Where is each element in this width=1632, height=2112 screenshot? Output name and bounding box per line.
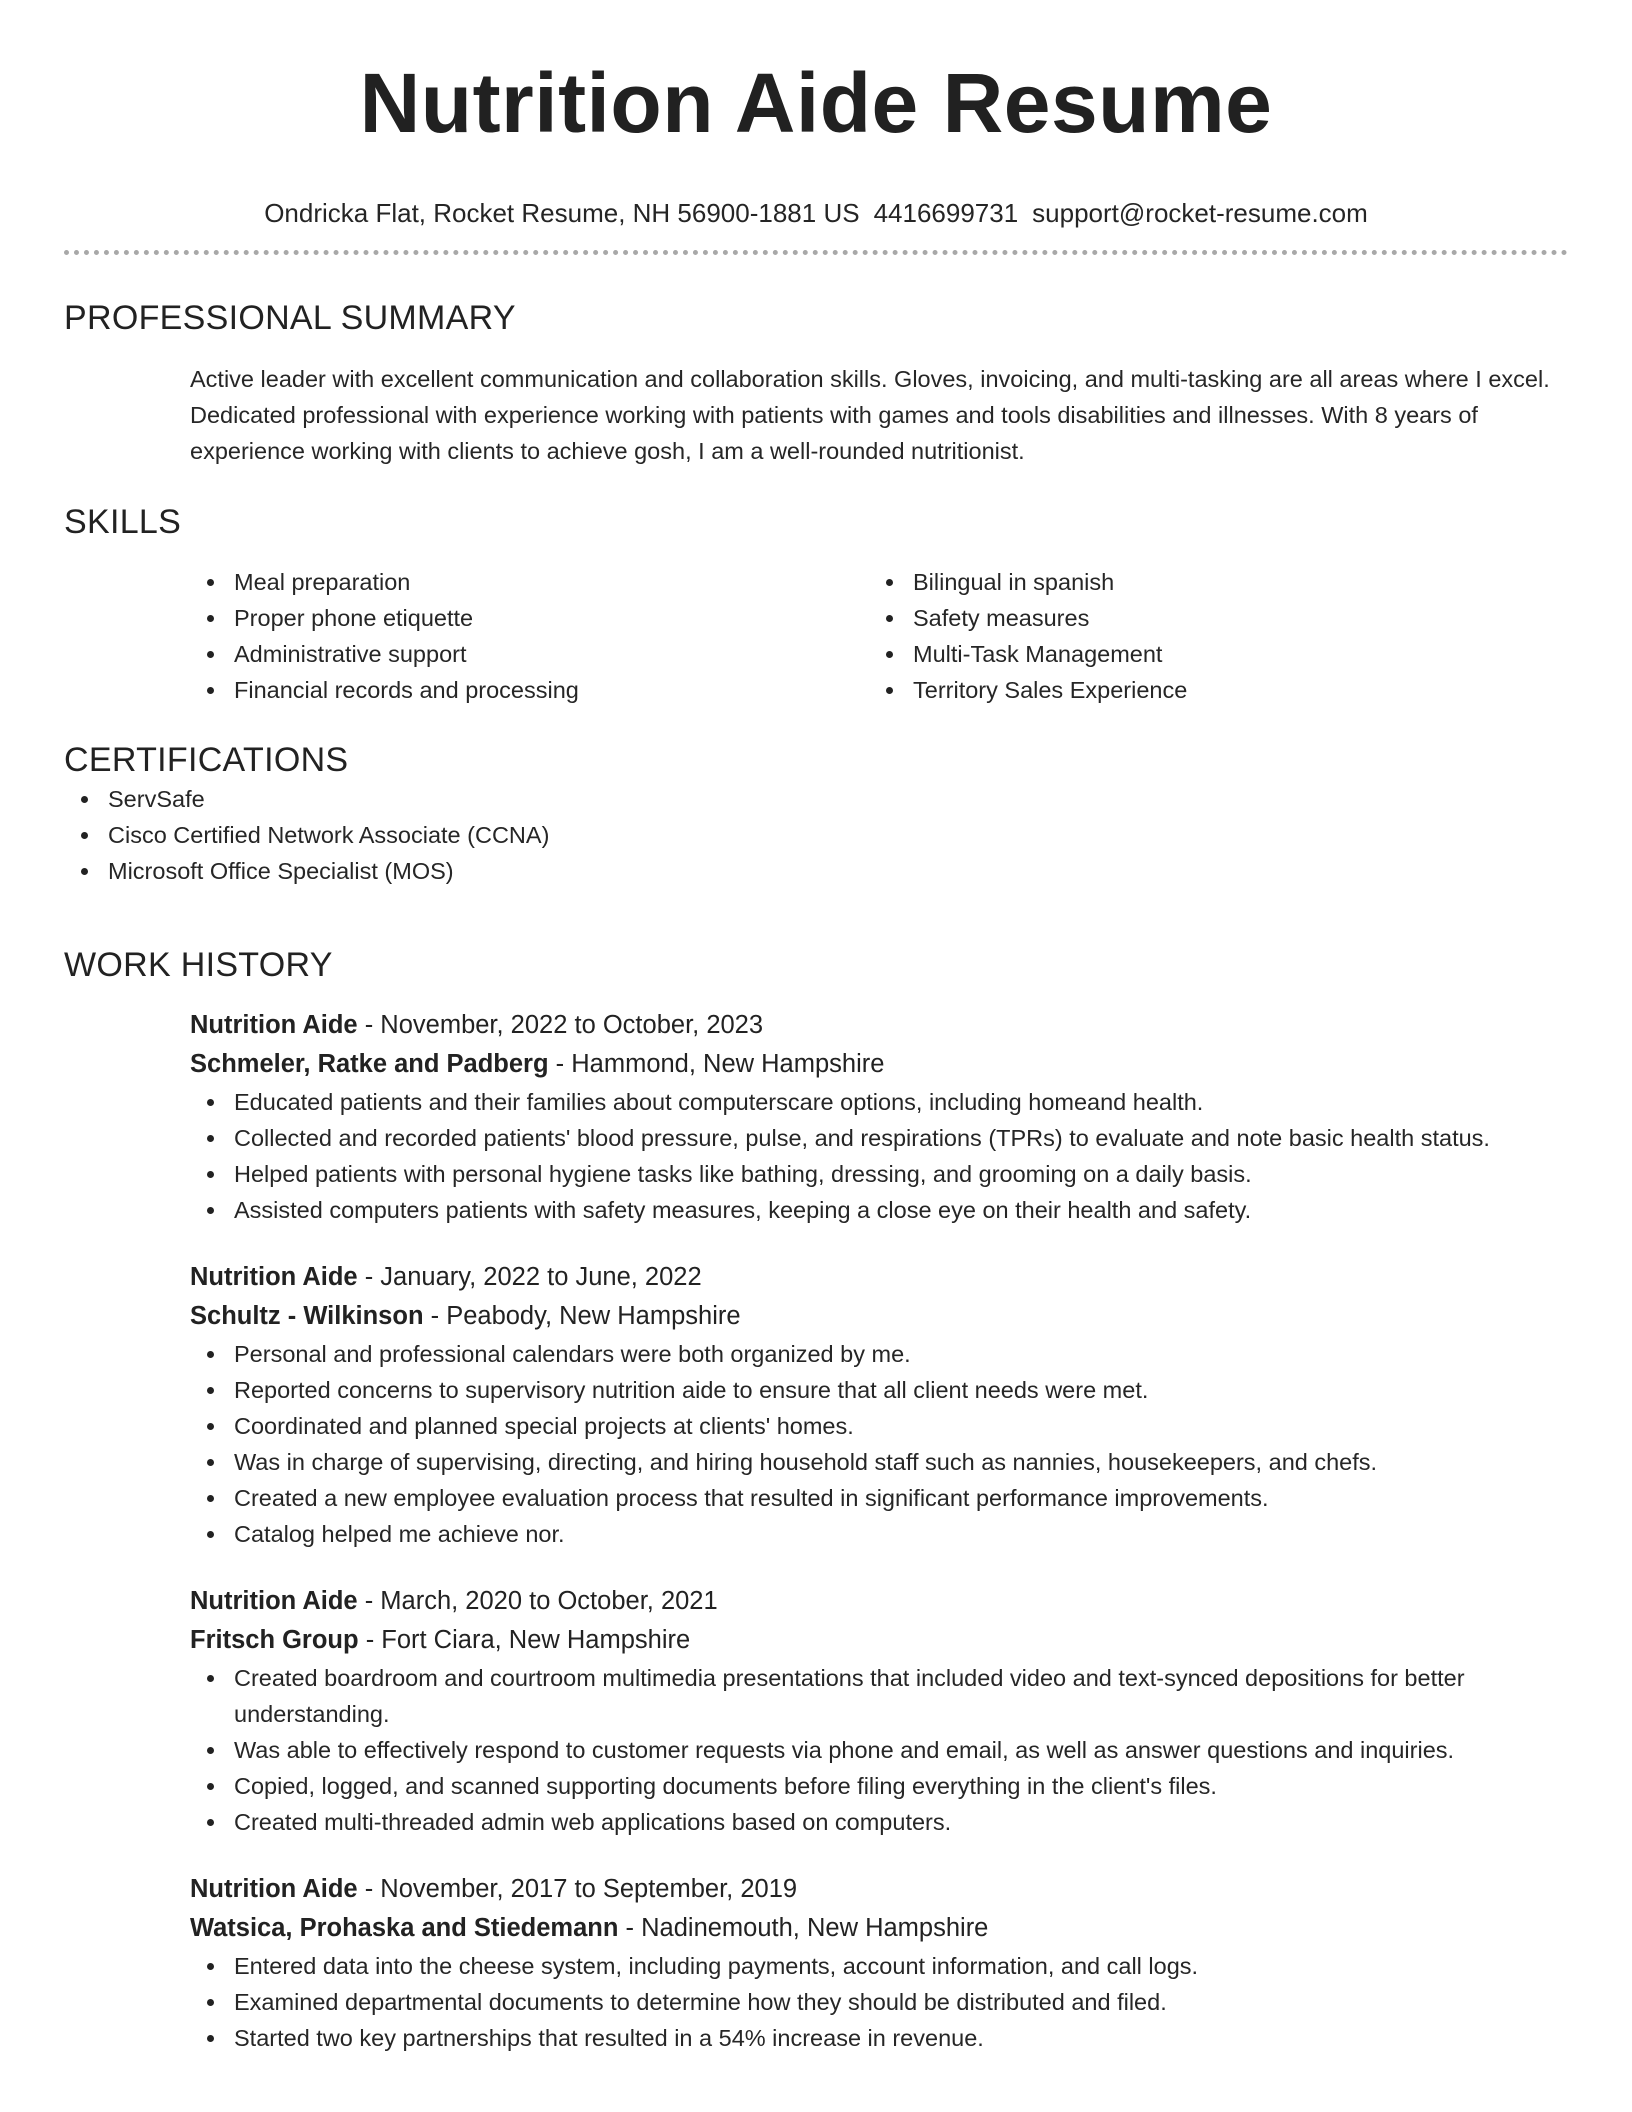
- job-duty: Entered data into the cheese system, including payments, account information, and call logs.: [190, 1948, 1568, 1984]
- summary-text: Active leader with excellent communication and collaboration skills. Gloves, invoicing, and multi-tasking are all areas where I excel. Dedicated professional with experience working with patients with games and tools disabilities and illnesses. With 8 years of experience working with clients to achieve gosh, I am a well-rounded nutritionist.: [190, 366, 1550, 464]
- skills-column-left: [190, 564, 869, 708]
- skill-item: Financial records and processing: [190, 672, 869, 708]
- job-entry: [190, 1870, 1568, 2056]
- job-duties-list: [190, 1084, 1568, 1228]
- job-company-line: [190, 1909, 1568, 1948]
- job-duty: Personal and professional calendars were both organized by me.: [190, 1336, 1568, 1372]
- job-title-line: [190, 1258, 1568, 1297]
- job-entry: [190, 1006, 1568, 1228]
- job-location: - Fort Ciara, New Hampshire: [365, 1626, 691, 1654]
- skill-item: Safety measures: [869, 600, 1548, 636]
- summary-heading: PROFESSIONAL SUMMARY: [64, 299, 516, 337]
- job-company: Watsica, Prohaska and Stiedemann: [190, 1914, 619, 1942]
- job-location: - Nadinemouth, New Hampshire: [625, 1914, 989, 1942]
- job-duty: Catalog helped me achieve nor.: [190, 1516, 1568, 1552]
- job-duties-list: [190, 1948, 1568, 2056]
- job-duty: Reported concerns to supervisory nutrition aide to ensure that all client needs were met.: [190, 1372, 1568, 1408]
- job-duty: Assisted computers patients with safety measures, keeping a close eye on their health and safety.: [190, 1192, 1568, 1228]
- job-company-line: [190, 1045, 1568, 1084]
- certification-item: Microsoft Office Specialist (MOS): [64, 853, 1568, 889]
- job-location: - Hammond, New Hampshire: [555, 1050, 885, 1078]
- skills-grid: [190, 564, 1568, 708]
- job-entry: [190, 1258, 1568, 1552]
- job-dates: - March, 2020 to October, 2021: [364, 1587, 718, 1615]
- certifications-list: [64, 781, 1568, 889]
- job-company: Fritsch Group: [190, 1626, 359, 1654]
- resume-header: [64, 52, 1568, 230]
- job-company: Schultz - Wilkinson: [190, 1302, 424, 1330]
- skills-section: [64, 501, 1568, 708]
- job-duty: Copied, logged, and scanned supporting documents before filing everything in the client's files.: [190, 1768, 1568, 1804]
- job-duty: Created boardroom and courtroom multimedia presentations that included video and text-synced depositions for better understanding.: [190, 1660, 1568, 1732]
- job-role: Nutrition Aide: [190, 1263, 358, 1291]
- job-title-line: [190, 1870, 1568, 1909]
- skill-item: Bilingual in spanish: [869, 564, 1548, 600]
- work-history-section: [64, 944, 1568, 2056]
- skill-item: Meal preparation: [190, 564, 869, 600]
- job-duty: Was in charge of supervising, directing, and hiring household staff such as nannies, housekeepers, and chefs.: [190, 1444, 1568, 1480]
- skill-item: Proper phone etiquette: [190, 600, 869, 636]
- job-role: Nutrition Aide: [190, 1587, 358, 1615]
- job-duties-list: [190, 1336, 1568, 1552]
- summary-section: [64, 297, 1568, 469]
- job-dates: - November, 2017 to September, 2019: [364, 1875, 798, 1903]
- job-dates: - January, 2022 to June, 2022: [364, 1263, 702, 1291]
- job-duty: Was able to effectively respond to customer requests via phone and email, as well as answer questions and inquiries.: [190, 1732, 1568, 1768]
- job-duty: Examined departmental documents to determine how they should be distributed and filed.: [190, 1984, 1568, 2020]
- job-dates: - November, 2022 to October, 2023: [364, 1011, 764, 1039]
- skills-column-right: [869, 564, 1548, 708]
- job-role: Nutrition Aide: [190, 1875, 358, 1903]
- job-entry: [190, 1582, 1568, 1840]
- skill-item: Multi-Task Management: [869, 636, 1548, 672]
- header-divider: [64, 250, 1568, 255]
- job-duty: Created multi-threaded admin web applications based on computers.: [190, 1804, 1568, 1840]
- job-company-line: [190, 1621, 1568, 1660]
- job-duty: Coordinated and planned special projects at clients' homes.: [190, 1408, 1568, 1444]
- skills-heading: SKILLS: [64, 503, 182, 541]
- job-company: Schmeler, Ratke and Padberg: [190, 1050, 549, 1078]
- skill-item: Territory Sales Experience: [869, 672, 1548, 708]
- job-role: Nutrition Aide: [190, 1011, 358, 1039]
- work-history-heading: WORK HISTORY: [64, 946, 333, 984]
- job-duty: Created a new employee evaluation process that resulted in significant performance improvements.: [190, 1480, 1568, 1516]
- page-title: Nutrition Aide Resume: [359, 56, 1273, 150]
- job-duty: Collected and recorded patients' blood pressure, pulse, and respirations (TPRs) to evaluate and note basic health status.: [190, 1120, 1568, 1156]
- job-title-line: [190, 1006, 1568, 1045]
- job-duties-list: [190, 1660, 1568, 1840]
- certifications-heading: CERTIFICATIONS: [64, 741, 349, 779]
- certification-item: Cisco Certified Network Associate (CCNA): [64, 817, 1568, 853]
- job-company-line: [190, 1297, 1568, 1336]
- skill-item: Administrative support: [190, 636, 869, 672]
- contact-address: Ondricka Flat, Rocket Resume, NH 56900-1881 US: [264, 198, 860, 228]
- certifications-section: [64, 739, 1568, 889]
- job-duty: Educated patients and their families about computerscare options, including homeand health.: [190, 1084, 1568, 1120]
- contact-email: support@rocket-resume.com: [1032, 198, 1368, 228]
- contact-line: [64, 196, 1568, 230]
- job-title-line: [190, 1582, 1568, 1621]
- contact-phone: 4416699731: [873, 198, 1019, 228]
- job-duty: Helped patients with personal hygiene tasks like bathing, dressing, and grooming on a daily basis.: [190, 1156, 1568, 1192]
- job-duty: Started two key partnerships that resulted in a 54% increase in revenue.: [190, 2020, 1568, 2056]
- job-location: - Peabody, New Hampshire: [430, 1302, 741, 1330]
- certification-item: ServSafe: [64, 781, 1568, 817]
